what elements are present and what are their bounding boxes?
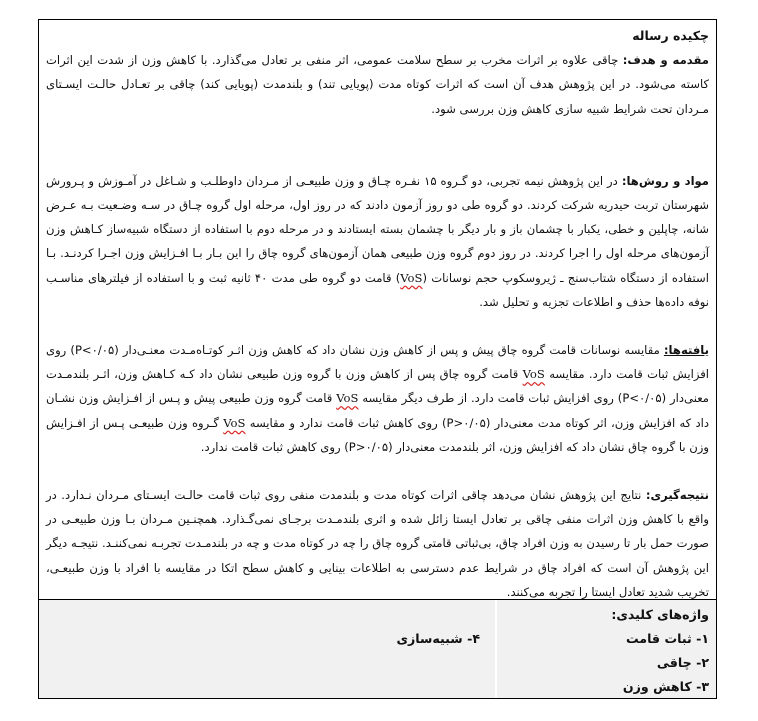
conclusion-label: نتیجه‌گیری: [645,488,709,503]
abstract-body [39,20,716,604]
intro-label: مقدمه و هدف: [622,53,709,68]
keywords-section [39,599,716,698]
intro-paragraph [46,48,709,121]
conclusion-text: نتایج این پژوهش نشان می‌دهد چاقی اثرات کوتاه مدت و بلندمدت منفی روی ثبات قامت حالـت ایسـتای مـردان نـدارد. در واقع با کاهش وزن اثرات منفی چاقی بر تعادل ایستا زائل شده و اثری بلندمـدت برجـای نمی‌گـذارد. همچنـین مـردان بـا وزن طبیعـی در صورت حمل بار تا رسیدن به وزن افراد چاق، بی‌ثباتی قامتی گروه چاق را چه در کوتاه مدت و چه در بلندمـدت تجربـه نمی‌کننـد. نتیجـه دیگر این پژوهش آن است که افراد چاق در شرایط عدم دسترسی به اطلاعات بینایی و کاهش سطح اتکا در مقایسه با افراد با وزن طبیعـی، تخریب شدید تعادل ایستا را تجربه می‌کنند. [46,488,709,599]
abstract-table [38,19,717,699]
results-text-1: مقایسه نوسانات قامت گروه چاق پیش و پس از کاهش وزن نشان داد که کاهش وزن اثـر کوتـاه‌مـدت معنـی‌دار (P<۰/۰۵) روی افزایش ثبات قامت دارد. مقایسه [46,343,709,382]
methods-text-2: ) قامت دو گروه طی مدت ۴۰ ثانیه ثبت و با استفاده از فیلترهای مناسـب نوفه داده‌ها حذف و اطلاعات تجزیه و تحلیل شد. [46,270,709,309]
keywords-heading: واژه‌های کلیدی: [611,607,709,622]
keyword-item: ۴- شبیه‌سازی [396,631,480,646]
conclusion-paragraph [46,483,709,604]
vos-term: VoS [522,367,545,382]
intro-text: چاقی علاوه بر اثرات مخرب بر سطح سلامت عمومی، اثر منفی بر تعادل می‌گذارد. با کاهش وزن از شدت این اثرات کاسته می‌شود. در این پژوهش هدف آن است که اثرات کوتاه مدت (پویایی تند) و بلندمدت (پویایی کند) چاقی بر تعـادل حالـت ایسـتای مـردان تحت شرایط شبیه سازی کاهش وزن بررسی شود. [46,53,709,116]
keywords-column-1 [495,600,716,698]
keyword-item: ۳- کاهش وزن [622,679,709,694]
results-text-3: قامت گروه وزن طبیعی پیش و پـس از افـزایش وزن نشـان داد که افزایش وزن، اثر کوتاه مدت معنی‌دار (P>۰/۰۵) روی کاهش ثبات قامت ندارد و مقایسه [46,391,710,430]
vos-term: VoS [336,391,359,406]
methods-text-1: در این پژوهش نیمه تجربی، دو گـروه ۱۵ نفـره چـاق و وزن طبیعـی از مـردان داوطلـب و شـاغل در آمـوزش و پـرورش شهرستان تربت حیدریه شرکت کردند. دو گروه طی دو روز آزمون دادند که در روز اول، مرحله اول گروه چـاق در سـه وضـعیت بـه عـرض شانه، چاپلین و خطی، یکبار با چشمان باز و بار دیگر با چشمان بسته ایستادند و در مرحله دوم با استفاده از دستگاه شبیه‌ساز کـاهش وزن آزمون‌های مرحله اول را اجرا کردند. در روز دوم گروه وزن طبیعی همان آزمون‌های گروه چاق را این بـار بـا افـزایش وزن اجـرا کردنـد. بـا استفاده از دستگاه شتاب‌سنج ـ ژیروسکوپ حجم نوسانات ( [46,173,709,285]
vos-term: VoS [223,415,246,430]
results-text-4: گـروه وزن طبیعـی پـس از افـزایش وزن با گروه چاق نشان داد که افزایش وزن، اثر بلندمدت معنی‌دار (P>۰/۰۵) روی کاهش ثبات قامت ندارد. [46,415,709,454]
results-label: یافته‌ها: [663,343,710,358]
keyword-item: ۱- ثبات قامت [625,631,709,646]
methods-label: مواد و روش‌ها: [621,173,709,188]
vos-term: VoS [400,270,423,285]
methods-paragraph [46,169,709,314]
keywords-column-2 [39,600,495,698]
results-text-2: قامت گروه چاق پس از کاهش وزن با گروه وزن طبیعی نشان داد کـه کـاهش وزن، اثـر بلندمـدت معنی‌دار (P<۰/۰۵) روی افزایش ثبات قامت دارد. از طرف دیگر مقایسه [46,367,709,406]
abstract-title: چکیده رساله [632,28,709,43]
keyword-item: ۲- چاقی [656,655,709,670]
results-paragraph [46,338,709,459]
